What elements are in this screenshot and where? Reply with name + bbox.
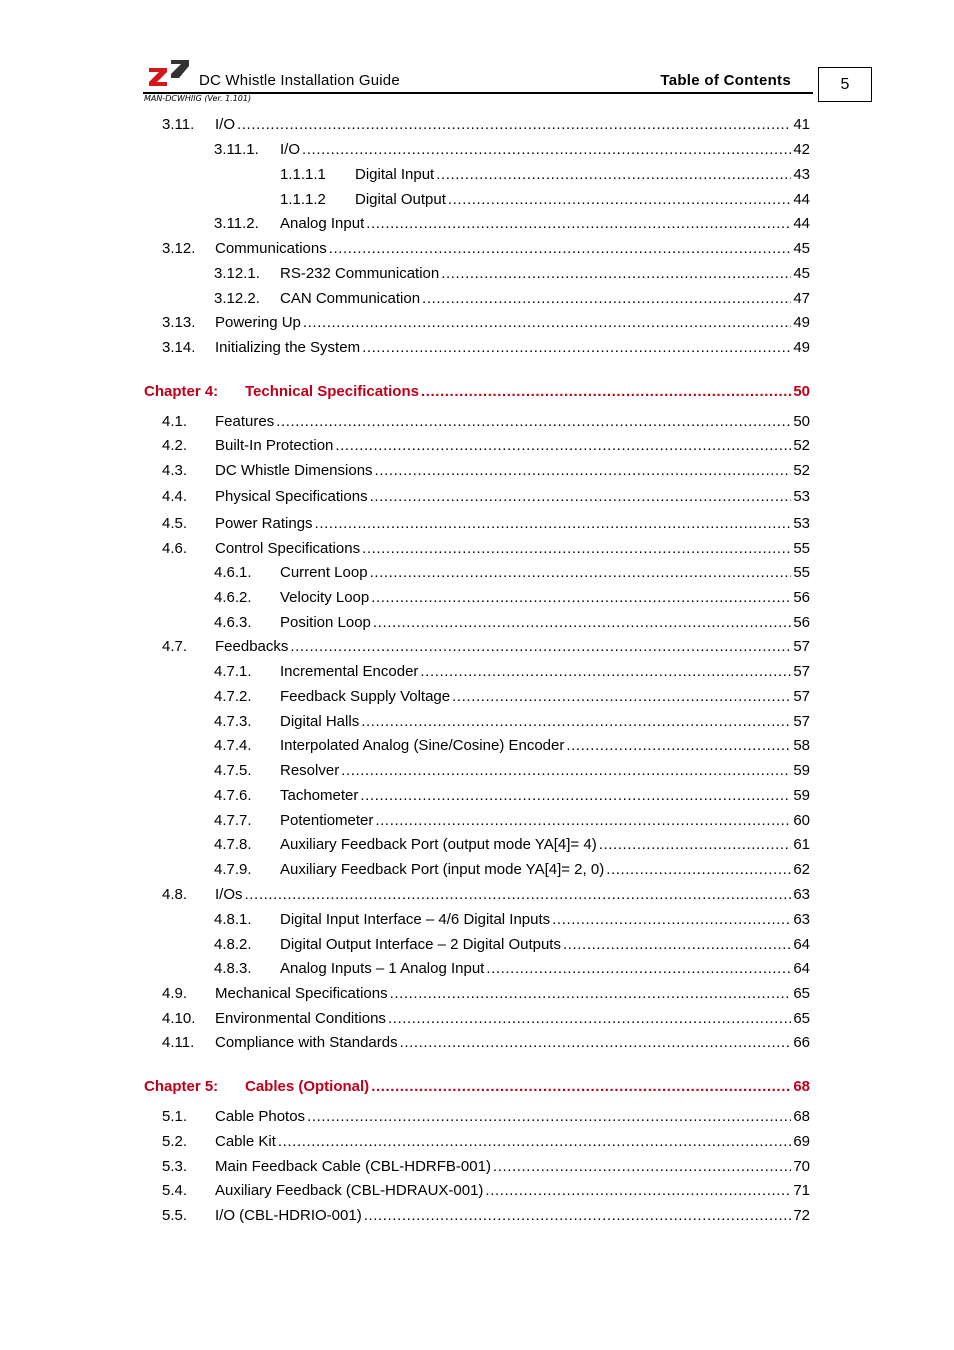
toc-entry-title: I/O (280, 141, 301, 158)
toc-entry-page: 56 (793, 589, 810, 606)
toc-leader-dots (290, 638, 791, 656)
toc-leader-dots (302, 141, 791, 159)
toc-entry-number: 5.4. (162, 1182, 188, 1199)
toc-entry-number: 1.1.1.1 (280, 166, 326, 183)
toc-entry[interactable] (214, 812, 810, 830)
toc-entry-page: 69 (793, 1133, 810, 1150)
toc-entry[interactable] (214, 589, 810, 607)
toc-leader-dots (307, 1108, 791, 1126)
toc-entry-title: Compliance with Standards (215, 1034, 398, 1051)
page-number-box (818, 67, 872, 102)
toc-entry-title: Interpolated Analog (Sine/Cosine) Encoder (280, 737, 565, 754)
toc-entry-number: 3.13. (162, 314, 196, 331)
toc-entry-title: Potentiometer (280, 812, 374, 829)
toc-entry-title: I/Os (215, 886, 243, 903)
toc-leader-dots (552, 911, 791, 929)
toc-leader-dots (371, 589, 791, 607)
toc-leader-dots (390, 985, 792, 1003)
toc-entry[interactable] (162, 240, 810, 258)
toc-entry-page: 61 (793, 836, 810, 853)
toc-entry-number: 3.12.2. (214, 290, 260, 307)
toc-entry[interactable] (162, 116, 810, 134)
page-number: 5 (840, 75, 850, 93)
logo-dark-mark (171, 60, 189, 78)
toc-entry-page: 53 (793, 515, 810, 532)
toc-leader-dots (452, 688, 791, 706)
toc-entry-page: 58 (793, 737, 810, 754)
toc-entry[interactable] (162, 1010, 810, 1028)
toc-leader-dots (373, 614, 791, 632)
toc-entry-number: 4.6. (162, 540, 188, 557)
toc-leader-dots (563, 936, 791, 954)
toc-entry-title: Control Specifications (215, 540, 361, 557)
toc-entry-number: 4.7.5. (214, 762, 252, 779)
toc-entry-number: 5.2. (162, 1133, 188, 1150)
toc-entry-title: Technical Specifications (245, 383, 419, 400)
toc-entry-number: 4.6.2. (214, 589, 252, 606)
toc-entry-page: 49 (793, 314, 810, 331)
toc-entry-page: 57 (793, 688, 810, 705)
toc-entry-page: 72 (793, 1207, 810, 1224)
toc-entry-page: 44 (793, 191, 810, 208)
toc-leader-dots (315, 515, 792, 533)
toc-entry-number: 4.8.1. (214, 911, 252, 928)
toc-leader-dots (370, 488, 792, 506)
toc-entry-title: Velocity Loop (280, 589, 370, 606)
toc-leader-dots (276, 413, 791, 431)
toc-entry-title: Initializing the System (215, 339, 361, 356)
toc-entry[interactable] (214, 141, 810, 159)
toc-entry[interactable] (162, 437, 810, 455)
toc-entry-title: Auxiliary Feedback Port (input mode YA[4]= 2, 0) (280, 861, 605, 878)
toc-entry[interactable] (214, 861, 810, 879)
toc-entry[interactable] (214, 614, 810, 632)
toc-leader-dots (448, 191, 791, 209)
toc-entry-title: Auxiliary Feedback Port (output mode YA[4]= 4) (280, 836, 597, 853)
toc-leader-dots (303, 314, 791, 332)
toc-entry[interactable] (162, 413, 810, 431)
toc-leader-dots (361, 713, 791, 731)
toc-entry-number: 4.7.6. (214, 787, 252, 804)
toc-entry-title: DC Whistle Dimensions (215, 462, 373, 479)
toc-entry-title: Power Ratings (215, 515, 313, 532)
toc-entry[interactable] (214, 663, 810, 681)
toc-entry[interactable] (162, 886, 810, 904)
toc-entry-page: 50 (793, 413, 810, 430)
toc-entry-page: 64 (793, 960, 810, 977)
toc-entry[interactable] (214, 290, 810, 308)
toc-leader-dots (366, 215, 791, 233)
toc-entry[interactable] (162, 985, 810, 1003)
toc-leader-dots (422, 290, 791, 308)
toc-entry[interactable] (214, 787, 810, 805)
toc-entry[interactable] (162, 314, 810, 332)
toc-leader-dots (375, 812, 791, 830)
toc-entry-title: Features (215, 413, 275, 430)
toc-entry-title: Resolver (280, 762, 340, 779)
toc-entry-title: Incremental Encoder (280, 663, 419, 680)
toc-leader-dots (486, 960, 791, 978)
toc-entry-page: 52 (793, 437, 810, 454)
toc-entry-number: Chapter 5: (144, 1078, 219, 1095)
toc-leader-dots (329, 240, 792, 258)
toc-entry[interactable] (162, 1133, 810, 1151)
toc-entry-page: 60 (793, 812, 810, 829)
toc-entry[interactable] (162, 515, 810, 533)
toc-entry-number: Chapter 4: (144, 383, 219, 400)
toc-entry-title: Powering Up (215, 314, 301, 331)
toc-entry-number: 3.12. (162, 240, 196, 257)
toc-leader-dots (245, 886, 792, 904)
toc-entry-page: 43 (793, 166, 810, 183)
toc-entry-page: 68 (793, 1078, 810, 1095)
toc-entry-number: 4.6.3. (214, 614, 252, 631)
toc-entry-title: Digital Halls (280, 713, 360, 730)
toc-entry-number: 4.7.2. (214, 688, 252, 705)
toc-entry[interactable] (162, 488, 810, 506)
toc-entry[interactable] (214, 713, 810, 731)
toc-entry-number: 4.7.7. (214, 812, 252, 829)
toc-entry[interactable] (162, 1158, 810, 1176)
toc-leader-dots (400, 1034, 792, 1052)
toc-leader-dots (335, 437, 791, 455)
toc-entry-title: Feedback Supply Voltage (280, 688, 451, 705)
toc-entry-title: Current Loop (280, 564, 368, 581)
toc-leader-dots (493, 1158, 791, 1176)
toc-entry[interactable] (280, 191, 810, 209)
toc-entry[interactable] (162, 1207, 810, 1225)
toc-entry[interactable] (214, 564, 810, 582)
toc-entry-number: 3.11.1. (214, 141, 259, 158)
toc-entry-page: 49 (793, 339, 810, 356)
toc-leader-dots (360, 787, 791, 805)
toc-entry[interactable] (214, 911, 810, 929)
toc-leader-dots (278, 1133, 791, 1151)
toc-entry-page: 57 (793, 713, 810, 730)
toc-entry-number: 4.3. (162, 462, 188, 479)
toc-entry-number: 4.8.3. (214, 960, 252, 977)
toc-chapter-entry[interactable] (144, 1078, 810, 1096)
toc-entry-page: 57 (793, 638, 810, 655)
toc-leader-dots (370, 564, 792, 582)
toc-entry-title: Built-In Protection (215, 437, 334, 454)
toc-entry-number: 4.9. (162, 985, 188, 1002)
toc-entry[interactable] (162, 638, 810, 656)
toc-entry-number: 4.7.4. (214, 737, 252, 754)
toc-leader-dots (362, 339, 791, 357)
toc-entry-title: Tachometer (280, 787, 359, 804)
toc-entry-number: 4.5. (162, 515, 188, 532)
toc-entry-title: Physical Specifications (215, 488, 368, 505)
toc-entry[interactable] (162, 462, 810, 480)
toc-leader-dots (420, 663, 791, 681)
toc-entry-page: 52 (793, 462, 810, 479)
toc-entry-page: 41 (793, 116, 810, 133)
toc-chapter-entry[interactable] (144, 383, 810, 401)
toc-leader-dots (237, 116, 791, 134)
section-title: Table of Contents (660, 72, 791, 89)
toc-entry-title: Digital Input (355, 166, 435, 183)
document-title: DC Whistle Installation Guide (199, 72, 400, 89)
toc-leader-dots (606, 861, 791, 879)
toc-entry-page: 56 (793, 614, 810, 631)
toc-entry-page: 66 (793, 1034, 810, 1051)
toc-entry-title: Feedbacks (215, 638, 289, 655)
toc-entry-page: 59 (793, 762, 810, 779)
toc-entry-page: 57 (793, 663, 810, 680)
toc-entry[interactable] (214, 762, 810, 780)
toc-entry[interactable] (214, 836, 810, 854)
toc-leader-dots (375, 462, 792, 480)
toc-entry-number: 5.1. (162, 1108, 188, 1125)
toc-entry[interactable] (162, 1108, 810, 1126)
toc-entry-number: 4.10. (162, 1010, 196, 1027)
toc-entry-number: 5.3. (162, 1158, 188, 1175)
toc-entry-page: 42 (793, 141, 810, 158)
toc-entry[interactable] (162, 1034, 810, 1052)
toc-entry-number: 4.6.1. (214, 564, 252, 581)
toc-entry-page: 55 (793, 540, 810, 557)
toc-leader-dots (362, 540, 791, 558)
toc-entry-number: 3.11.2. (214, 215, 259, 232)
toc-entry-number: 4.11. (162, 1034, 195, 1051)
toc-entry-number: 4.7.1. (214, 663, 252, 680)
toc-entry-title: Mechanical Specifications (215, 985, 388, 1002)
toc-leader-dots (436, 166, 791, 184)
toc-entry-title: Analog Input (280, 215, 365, 232)
toc-entry-page: 68 (793, 1108, 810, 1125)
toc-entry-page: 62 (793, 861, 810, 878)
toc-entry-title: Communications (215, 240, 327, 257)
toc-leader-dots (371, 1078, 791, 1096)
toc-entry-number: 4.4. (162, 488, 188, 505)
toc-entry[interactable] (214, 737, 810, 755)
toc-entry-number: 3.14. (162, 339, 196, 356)
toc-entry-page: 44 (793, 215, 810, 232)
toc-entry-title: Cables (Optional) (245, 1078, 370, 1095)
toc-entry-page: 53 (793, 488, 810, 505)
toc-entry-page: 47 (793, 290, 810, 307)
toc-entry-page: 70 (793, 1158, 810, 1175)
toc-entry-page: 65 (793, 985, 810, 1002)
company-logo (149, 58, 189, 86)
toc-leader-dots (388, 1010, 791, 1028)
toc-entry-title: Analog Inputs – 1 Analog Input (280, 960, 485, 977)
toc-entry-title: CAN Communication (280, 290, 421, 307)
toc-entry[interactable] (214, 688, 810, 706)
toc-leader-dots (485, 1182, 791, 1200)
toc-entry[interactable] (162, 339, 810, 357)
toc-entry-page: 71 (793, 1182, 810, 1199)
toc-entry-page: 59 (793, 787, 810, 804)
toc-entry[interactable] (280, 166, 810, 184)
toc-entry[interactable] (162, 1182, 810, 1200)
toc-entry-number: 4.1. (162, 413, 188, 430)
toc-entry-title: Main Feedback Cable (CBL-HDRFB-001) (215, 1158, 491, 1175)
toc-entry-number: 4.7.3. (214, 713, 252, 730)
toc-entry-title: Digital Output Interface – 2 Digital Outputs (280, 936, 561, 953)
toc-entry-number: 4.7.9. (214, 861, 252, 878)
toc-entry-page: 45 (793, 240, 810, 257)
toc-leader-dots (566, 737, 791, 755)
toc-entry-number: 1.1.1.2 (280, 191, 326, 208)
toc-entry-page: 50 (793, 383, 810, 400)
toc-entry-number: 4.8.2. (214, 936, 252, 953)
toc-entry-page: 63 (793, 886, 810, 903)
toc-entry-number: 4.2. (162, 437, 188, 454)
toc-entry[interactable] (214, 936, 810, 954)
toc-entry-title: Digital Input Interface – 4/6 Digital Inputs (280, 911, 551, 928)
toc-entry-number: 4.7.8. (214, 836, 252, 853)
toc-entry-title: Digital Output (355, 191, 446, 208)
toc-entry-page: 63 (793, 911, 810, 928)
toc-entry[interactable] (214, 215, 810, 233)
toc-entry-number: 5.5. (162, 1207, 188, 1224)
toc-entry[interactable] (214, 265, 810, 283)
toc-entry-title: I/O (215, 116, 236, 133)
toc-entry-title: Auxiliary Feedback (CBL-HDRAUX-001) (215, 1182, 484, 1199)
toc-entry-title: Position Loop (280, 614, 371, 631)
toc-entry-number: 3.12.1. (214, 265, 260, 282)
toc-entry-page: 65 (793, 1010, 810, 1027)
toc-entry[interactable] (162, 540, 810, 558)
toc-entry-title: Cable Kit (215, 1133, 276, 1150)
toc-leader-dots (599, 836, 792, 854)
page-header (143, 56, 813, 104)
toc-entry-page: 45 (793, 265, 810, 282)
toc-leader-dots (441, 265, 791, 283)
toc-leader-dots (341, 762, 791, 780)
document-code: MAN-DCWHIIG (Ver. 1.101) (144, 94, 252, 103)
toc-entry-page: 55 (793, 564, 810, 581)
toc-entry-number: 4.8. (162, 886, 188, 903)
toc-leader-dots (364, 1207, 792, 1225)
toc-leader-dots (421, 383, 791, 401)
toc-entry[interactable] (214, 960, 810, 978)
toc-entry-title: RS-232 Communication (280, 265, 440, 282)
toc-entry-number: 3.11. (162, 116, 195, 133)
logo-red-mark (149, 68, 167, 86)
toc-entry-number: 4.7. (162, 638, 188, 655)
toc-entry-title: I/O (CBL-HDRIO-001) (215, 1207, 362, 1224)
toc-entry-title: Cable Photos (215, 1108, 306, 1125)
toc-entry-title: Environmental Conditions (215, 1010, 386, 1027)
toc-entry-page: 64 (793, 936, 810, 953)
